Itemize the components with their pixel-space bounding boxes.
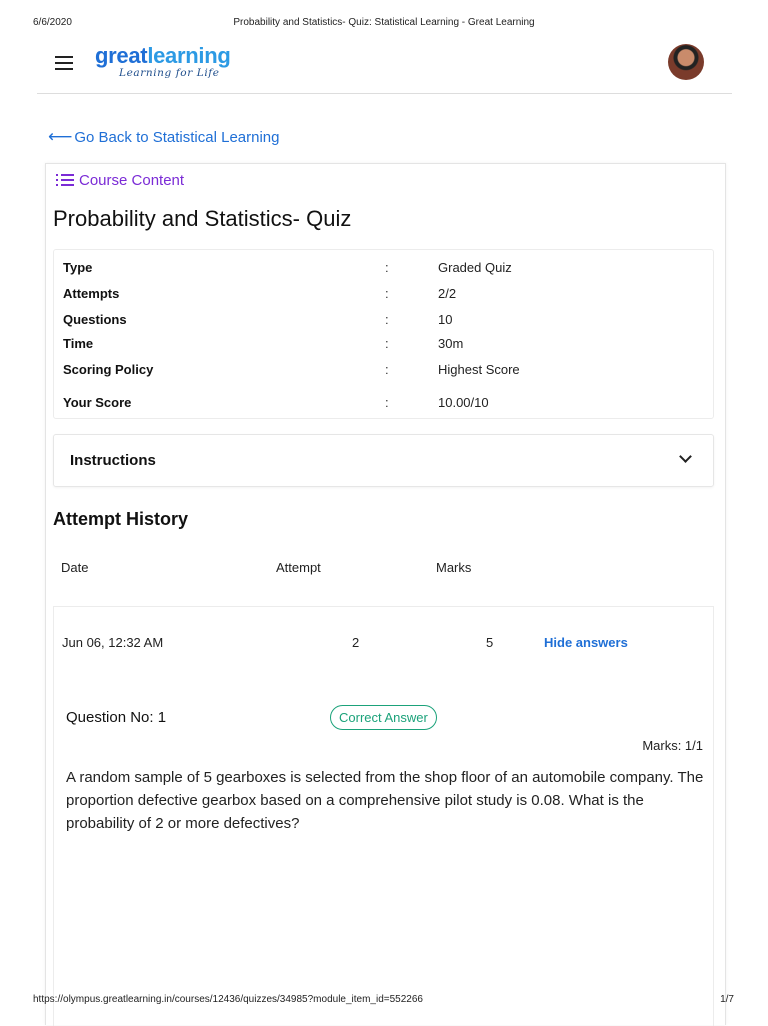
greatlearning-logo[interactable]	[95, 44, 231, 79]
logo-word-learning: learning	[147, 43, 231, 68]
page-title: Probability and Statistics- Quiz	[53, 206, 352, 231]
go-back-link[interactable]	[48, 127, 279, 147]
attempt-date: Jun 06, 12:32 AM	[62, 635, 164, 650]
detail-label: Scoring Policy	[63, 362, 154, 377]
instructions-accordion[interactable]	[53, 434, 714, 487]
logo-word-great: great	[95, 43, 148, 68]
attempt-history-heading: Attempt History	[53, 509, 189, 529]
attempt-number: 2	[352, 635, 360, 650]
column-header-attempt: Attempt	[276, 560, 321, 575]
instructions-label: Instructions	[70, 452, 156, 469]
detail-separator: :	[385, 362, 389, 377]
detail-separator: :	[385, 395, 389, 410]
user-avatar[interactable]	[668, 44, 704, 80]
print-title: Probability and Statistics- Quiz: Statistical Learning - Great Learning	[233, 17, 535, 28]
detail-label: Type	[63, 260, 93, 275]
detail-value: 2/2	[438, 286, 457, 301]
detail-value: Graded Quiz	[438, 260, 512, 275]
detail-value: 10	[438, 312, 453, 327]
detail-label: Attempts	[63, 286, 120, 301]
list-icon	[56, 173, 74, 187]
question-number: Question No: 1	[66, 709, 167, 726]
detail-separator: :	[385, 336, 389, 351]
hamburger-menu-icon[interactable]	[55, 56, 73, 70]
go-back-label: Go Back to Statistical Learning	[74, 129, 280, 146]
question-marks: Marks: 1/1	[642, 738, 703, 753]
logo-tagline: Learning for Life	[119, 67, 220, 79]
correct-answer-badge: Correct Answer	[330, 705, 437, 730]
print-date: 6/6/2020	[33, 17, 72, 28]
top-navbar	[37, 36, 732, 94]
quiz-details-table	[53, 249, 714, 419]
detail-separator: :	[385, 260, 389, 275]
hide-answers-link[interactable]: Hide answers	[544, 635, 628, 650]
chevron-down-icon	[679, 450, 692, 463]
column-header-date: Date	[61, 560, 89, 575]
question-text: A random sample of 5 gearboxes is selected from the shop floor of an automobile company. The proportion defective gearbox based on a comprehensive pilot study is 0.08. What is the probability of 2 or more defectives?	[66, 769, 704, 832]
column-header-marks: Marks	[436, 560, 472, 575]
course-content-label: Course Content	[79, 172, 185, 189]
arrow-left-icon: ⟵	[48, 127, 73, 146]
detail-separator: :	[385, 286, 389, 301]
print-url: https://olympus.greatlearning.in/courses/12436/quizzes/34985?module_item_id=552266	[33, 994, 423, 1005]
attempt-row-panel	[53, 606, 714, 1026]
attempt-marks: 5	[486, 635, 494, 650]
detail-label: Questions	[63, 312, 127, 327]
detail-value: Highest Score	[438, 362, 520, 377]
detail-value: 10.00/10	[438, 395, 489, 410]
detail-separator: :	[385, 312, 389, 327]
quiz-card	[45, 163, 726, 1025]
print-page-number: 1/7	[720, 994, 734, 1005]
detail-value: 30m	[438, 336, 464, 351]
detail-label: Time	[63, 336, 94, 351]
detail-label: Your Score	[63, 395, 132, 410]
course-content-link[interactable]	[56, 172, 184, 189]
